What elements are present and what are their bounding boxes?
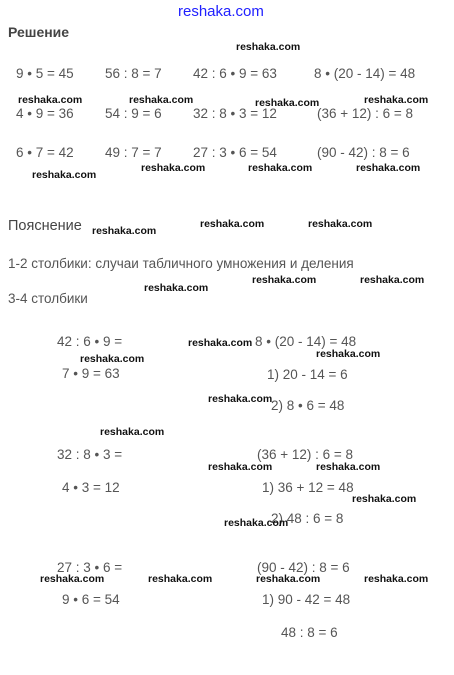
explanation-expression: (36 + 12) : 6 = 8: [257, 447, 354, 462]
watermark: reshaka.com: [40, 573, 105, 585]
explanation-expression: 27 : 3 • 6 =: [57, 560, 123, 575]
solution-eq: 8 • (20 - 14) = 48: [314, 66, 416, 81]
watermark: reshaka.com: [364, 573, 429, 585]
watermark: reshaka.com: [18, 94, 83, 106]
explanation-expression: 8 • (20 - 14) = 48: [255, 334, 357, 349]
watermark: reshaka.com: [80, 353, 145, 365]
watermark: reshaka.com: [364, 94, 429, 106]
watermark: reshaka.com: [356, 162, 421, 174]
solution-eq: 54 : 9 = 6: [105, 106, 162, 121]
watermark: reshaka.com: [236, 41, 301, 53]
solution-eq: 4 • 9 = 36: [16, 106, 74, 121]
watermark: reshaka.com: [32, 169, 97, 181]
explanation-step: 7 • 9 = 63: [62, 366, 120, 381]
explanation-step: 1) 90 - 42 = 48: [262, 592, 351, 607]
watermark: reshaka.com: [352, 493, 417, 505]
explanation-step: 1) 36 + 12 = 48: [262, 480, 354, 495]
explanation-step: 1) 20 - 14 = 6: [267, 367, 348, 382]
watermark: reshaka.com: [141, 162, 206, 174]
solution-eq: (36 + 12) : 6 = 8: [317, 106, 414, 121]
watermark: reshaka.com: [144, 282, 209, 294]
explanation-step: 2) 8 • 6 = 48: [271, 398, 345, 413]
watermark: reshaka.com: [224, 517, 289, 529]
explanation-step: 9 • 6 = 54: [62, 592, 120, 607]
watermark: reshaka.com: [188, 337, 253, 349]
solution-eq: 49 : 7 = 7: [105, 145, 162, 160]
watermark: reshaka.com: [308, 218, 373, 230]
note-columns-1-2: 1-2 столбики: случаи табличного умножения и деления: [8, 256, 354, 271]
watermark: reshaka.com: [316, 461, 381, 473]
watermark: reshaka.com: [248, 162, 313, 174]
watermark: reshaka.com: [200, 218, 265, 230]
explanation-step: 2) 48 : 6 = 8: [271, 511, 344, 526]
solution-eq: (90 - 42) : 8 = 6: [317, 145, 410, 160]
solution-eq: 32 : 8 • 3 = 12: [193, 106, 277, 121]
watermark: reshaka.com: [208, 461, 273, 473]
watermark: reshaka.com: [129, 94, 194, 106]
explanation-heading: Пояснение: [8, 218, 82, 234]
explanation-expression: (90 - 42) : 8 = 6: [257, 560, 350, 575]
solution-eq: 56 : 8 = 7: [105, 66, 162, 81]
watermark: reshaka.com: [92, 225, 157, 237]
explanation-expression: 42 : 6 • 9 =: [57, 334, 123, 349]
watermark: reshaka.com: [252, 274, 317, 286]
solution-eq: 42 : 6 • 9 = 63: [193, 66, 277, 81]
solution-eq: 9 • 5 = 45: [16, 66, 74, 81]
watermark: reshaka.com: [360, 274, 425, 286]
solution-eq: 27 : 3 • 6 = 54: [193, 145, 277, 160]
explanation-step: 4 • 3 = 12: [62, 480, 120, 495]
watermark: reshaka.com: [100, 426, 165, 438]
watermark: reshaka.com: [256, 573, 321, 585]
site-logo: reshaka.com: [178, 3, 264, 20]
explanation-expression: 32 : 8 • 3 =: [57, 447, 123, 462]
watermark: reshaka.com: [255, 97, 320, 109]
note-columns-3-4: 3-4 столбики: [8, 291, 88, 306]
solution-heading: Решение: [8, 24, 70, 40]
explanation-step: 48 : 8 = 6: [281, 625, 338, 640]
watermark: reshaka.com: [208, 393, 273, 405]
solution-eq: 6 • 7 = 42: [16, 145, 74, 160]
watermark: reshaka.com: [316, 348, 381, 360]
watermark: reshaka.com: [148, 573, 213, 585]
